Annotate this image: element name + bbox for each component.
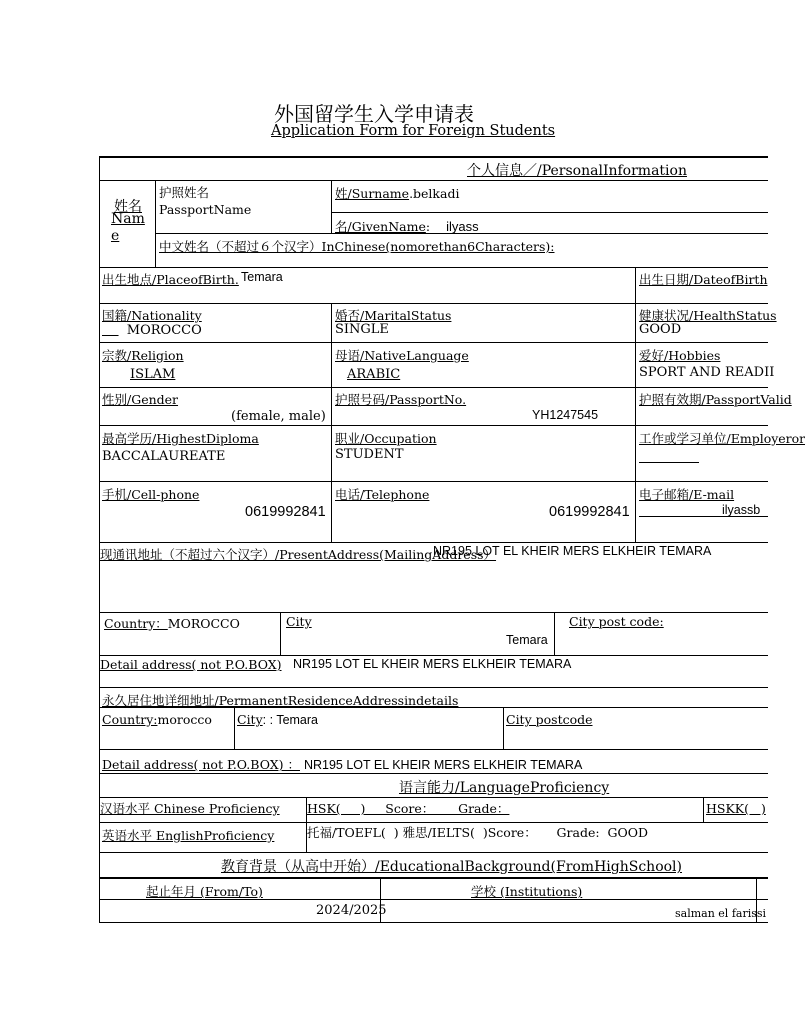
occupation-label: 职业/Occupation [335,431,437,446]
health-status-label: 健康状况/HealthStatus [639,308,777,323]
native-language-label: 母语/NativeLanguage [335,348,469,363]
section-educational-background: 教育背景（从高中开始）/EducationalBackground(FromHighSchool) [221,859,682,875]
passport-name-label-cn: 护照姓名 [159,185,210,200]
place-of-birth-label: 出生地点/PlaceofBirth. [102,272,239,287]
present-address-label: 现通讯地址（不超过六个汉字）/PresentAddress(MailingAddress） [100,547,497,562]
section-language-proficiency: 语言能力/LanguageProficiency [399,780,610,796]
native-language-value[interactable]: ARABIC [347,367,401,382]
hskk-field[interactable]: HSKK( ) [706,801,766,816]
chinese-name-label[interactable]: 中文姓名（不超过６个汉字）InChinese(nomorethan6Characters): [159,239,555,254]
education-row-institution[interactable]: salman el farissi [675,907,767,920]
hsk-field[interactable]: HSK( ) Score： Grade： [307,801,510,816]
permanent-detail-label: Detail address( not P.O.BOX) ： [102,757,300,772]
section-personal-information: 个人信息／/PersonalInformation [467,163,687,179]
mailing-country-label: Country： [104,616,168,631]
telephone-value[interactable]: 0619992841 [549,504,630,520]
passport-valid-label: 护照有效期/PassportValid [639,392,792,407]
hobbies-value[interactable]: SPORT AND READII [639,365,775,380]
passport-no-label: 护照号码/PassportNo. [335,392,467,407]
employer-label: 工作或学习单位/Employeror [639,431,805,446]
nationality-value[interactable]: MOROCCO [126,323,202,338]
passport-no-value[interactable]: YH1247545 [532,408,599,422]
present-address-value[interactable]: NR195 LOT EL KHEIR MERS ELKHEIR TEMARA [433,544,712,558]
nationality-label: 国籍/Nationality [102,308,202,323]
occupation-value[interactable]: STUDENT [335,447,404,462]
email-label: 电子邮箱/E-mail [639,487,735,502]
name-label-en-1: Nam [111,211,145,227]
permanent-address-label: 永久居住地详细地址/PermanentResidenceAddressindetails [102,693,459,708]
permanent-country-label: Country: [102,712,158,727]
education-col-from-to: 起止年月 (From/To) [146,884,263,899]
email-value[interactable]: ilyassb [722,503,761,517]
form-title-chinese: 外国留学生入学申请表 [274,102,474,126]
cell-phone-label: 手机/Cell-phone [102,487,200,502]
given-name-value[interactable]: ilyass [446,219,479,234]
education-col-institutions: 学校 (Institutions) [471,884,583,899]
employer-blank-line[interactable] [639,462,699,463]
religion-label: 宗教/Religion [102,348,184,363]
mailing-country-value[interactable]: MOROCCO [167,616,240,631]
religion-value[interactable]: ISLAM [130,367,176,382]
name-label-cn: 姓名 [114,199,142,215]
form-title-english: Application Form for Foreign Students [271,123,556,139]
gender-label: 性别/Gender [102,392,179,407]
permanent-city-label: City [237,712,263,727]
mailing-postcode-label: City post code: [569,614,664,629]
marital-status-label: 婚否/MaritalStatus [335,308,452,323]
mailing-detail-label: Detail address( not P.O.BOX) [100,657,282,672]
permanent-city-value[interactable]: : : Temara [262,713,319,727]
permanent-postcode-label: City postcode [506,712,593,727]
mailing-city-value[interactable]: Temara [506,633,548,647]
passport-name-label-en: PassportName [159,202,252,217]
mailing-city-label: City [286,614,312,629]
mailing-detail-value[interactable]: NR195 LOT EL KHEIR MERS ELKHEIR TEMARA [293,657,572,671]
cell-phone-value[interactable]: 0619992841 [245,504,326,520]
english-proficiency-label: 英语水平 EnglishProficiency [102,828,275,843]
hobbies-label: 爱好/Hobbies [639,348,721,363]
health-status-value[interactable]: GOOD [639,322,682,337]
gender-value[interactable]: (female, male) [231,409,326,424]
place-of-birth-value[interactable]: Temara [241,270,283,284]
marital-status-value[interactable]: SINGLE [335,322,389,337]
name-label-en-2: e [111,228,120,244]
given-name-label: 名/GivenName [335,219,426,234]
english-score-field[interactable]: 托福/TOEFL( ) 雅思/IELTS( )Score： Grade: GOOD [307,825,649,840]
telephone-label: 电话/Telephone [335,487,430,502]
chinese-proficiency-label: 汉语水平 Chinese Proficiency [100,801,280,816]
education-row-from-to[interactable]: 2024/2025 [316,903,387,918]
surname-value[interactable]: .belkadi [409,186,460,201]
date-of-birth-label: 出生日期/DateofBirth [639,272,768,287]
highest-diploma-label: 最高学历/HighestDiploma [102,431,259,446]
permanent-detail-value[interactable]: NR195 LOT EL KHEIR MERS ELKHEIR TEMARA [303,758,583,772]
permanent-country-value[interactable]: morocco [157,712,212,727]
surname-label: 姓/Surname [335,186,410,201]
highest-diploma-value[interactable]: BACCALAUREATE [102,449,226,464]
